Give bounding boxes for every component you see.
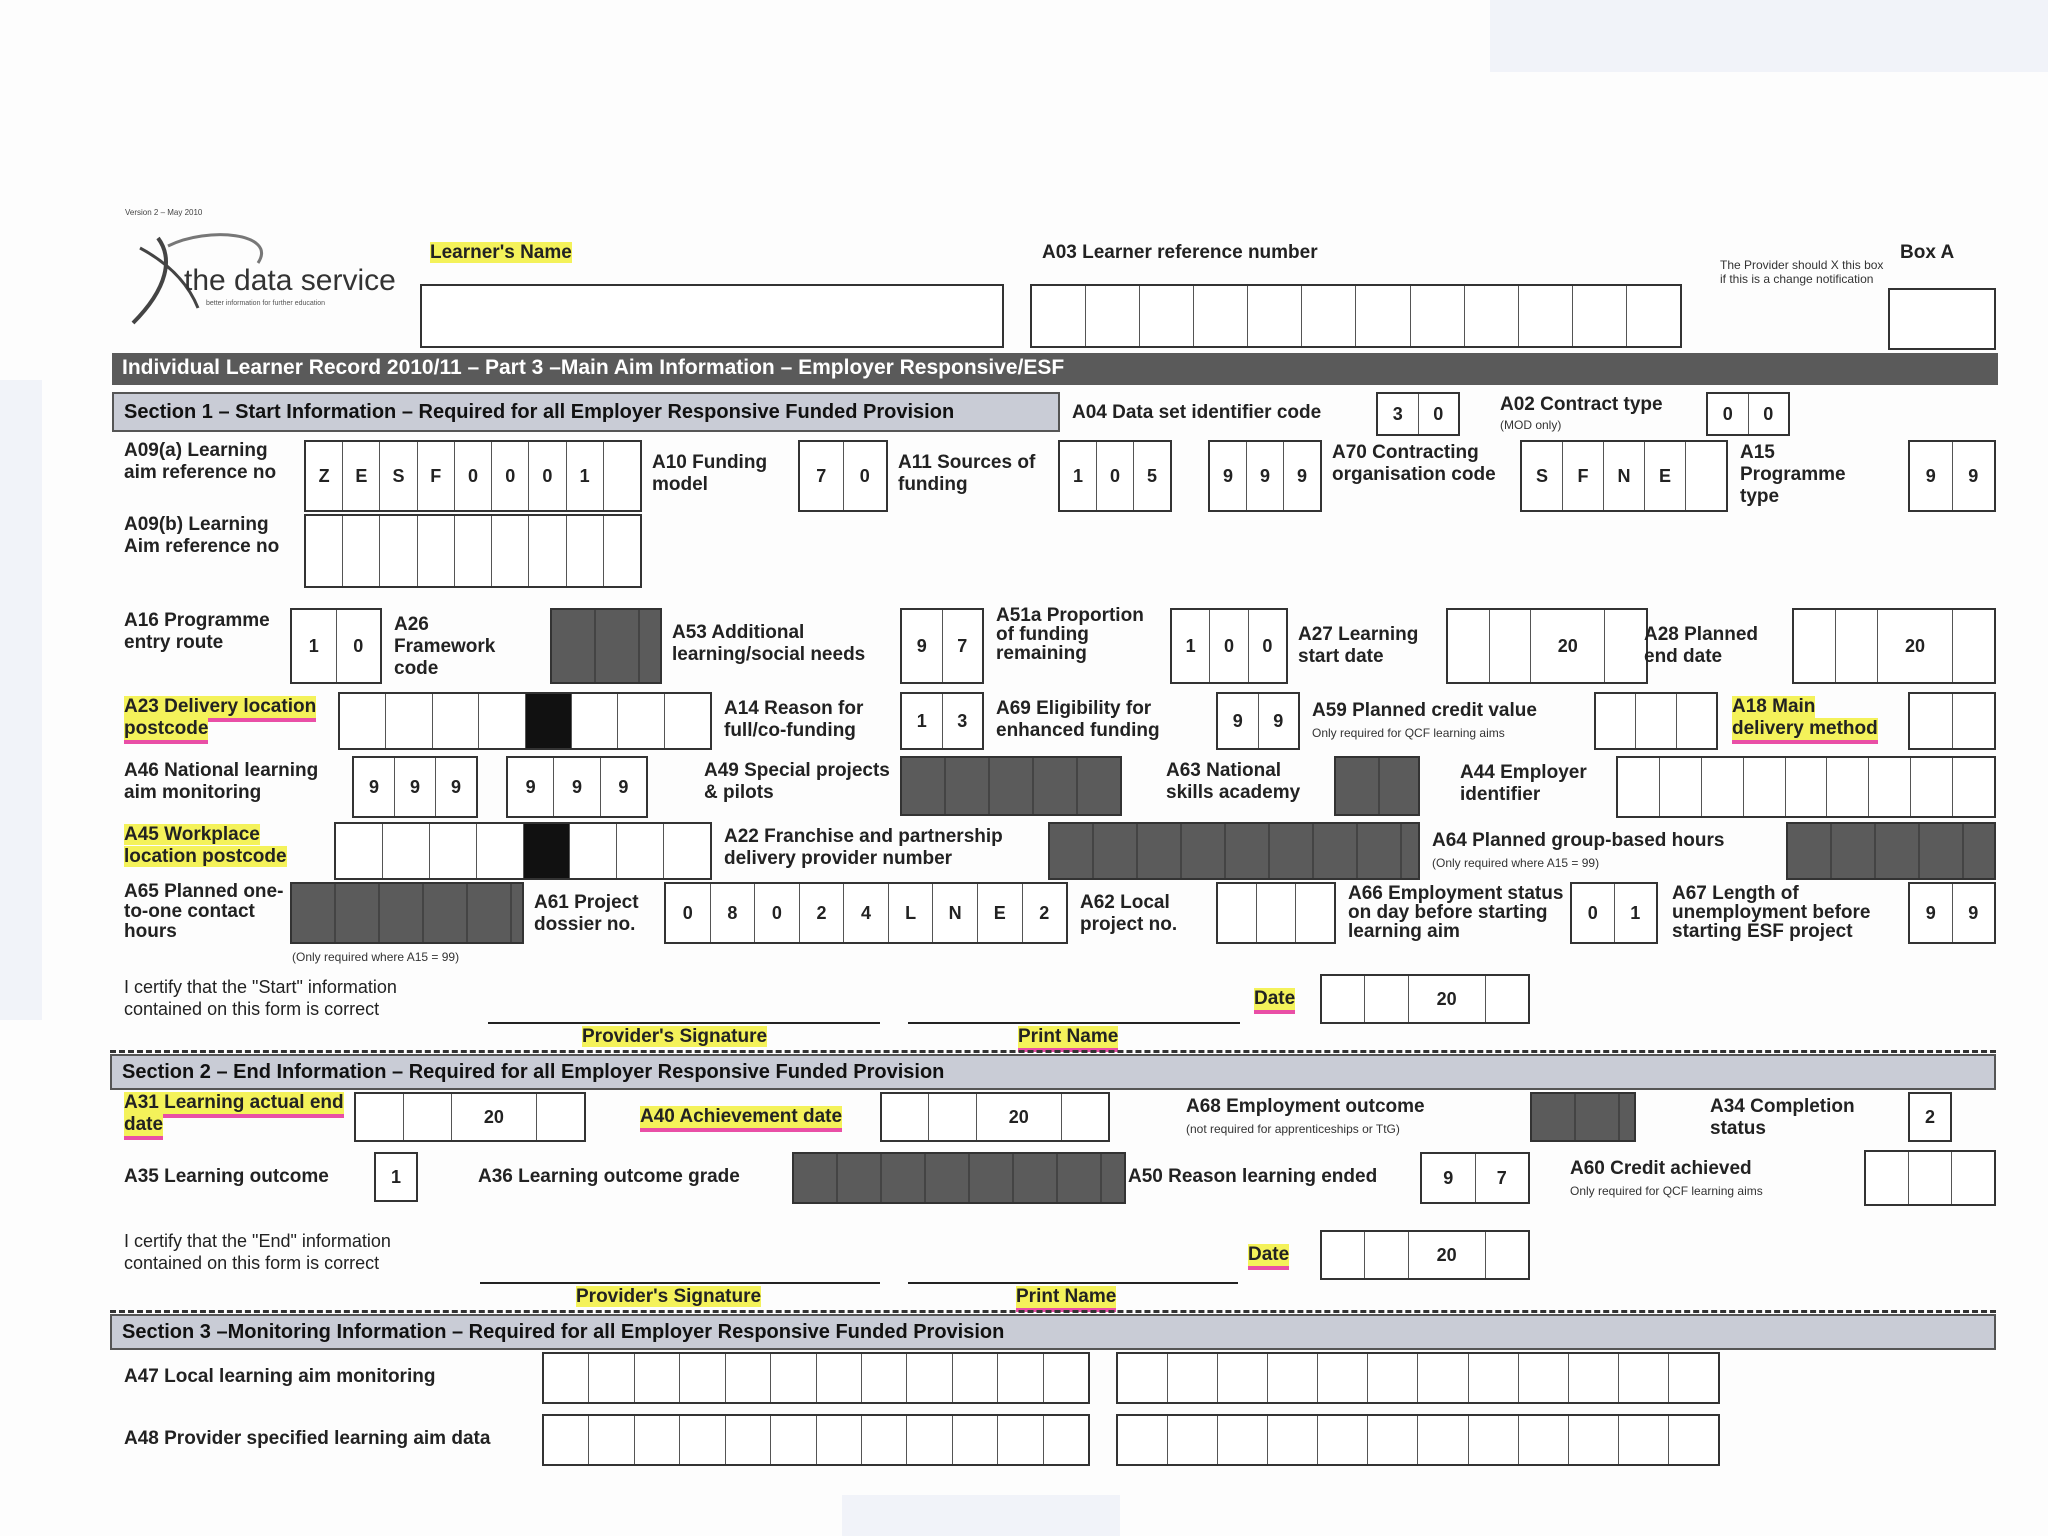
section2-title: Section 2 – End Information – Required for all Employer Responsive Funded Provision: [110, 1054, 1996, 1090]
a36-shaded-field: [792, 1152, 1126, 1204]
start-date-label: Date: [1254, 988, 1295, 1014]
a61-boxes[interactable]: 0 8 0 2 4 L N E 2: [664, 882, 1068, 944]
data-service-logo: [128, 228, 418, 328]
box-a-checkbox[interactable]: [1888, 288, 1996, 350]
a62-label: A62 Local project no.: [1080, 892, 1178, 935]
a14-boxes[interactable]: 1 3: [900, 692, 984, 750]
a09a-boxes[interactable]: Z E S F 0 0 0 1: [304, 440, 642, 512]
a04-boxes[interactable]: 3 0: [1376, 392, 1460, 436]
a69-label: A69 Eligibility for enhanced funding: [996, 698, 1160, 741]
a14-label: A14 Reason for full/co-funding: [724, 698, 864, 741]
a47-boxes-2[interactable]: [1116, 1352, 1720, 1404]
a02-note: (MOD only): [1500, 418, 1562, 432]
a31-date-boxes[interactable]: 20: [354, 1092, 586, 1142]
a10-boxes[interactable]: 7 0: [798, 440, 888, 512]
learner-ref-label: A03 Learner reference number: [1042, 242, 1318, 263]
a16-label: A16 Programme entry route: [124, 610, 270, 653]
a68-label: A68 Employment outcome: [1186, 1096, 1425, 1117]
a40-label: A40 Achievement date: [640, 1106, 842, 1132]
a45-postcode-boxes[interactable]: [334, 822, 712, 880]
a53-boxes[interactable]: 9 7: [900, 608, 984, 684]
end-signature-label: Provider's Signature: [576, 1286, 762, 1307]
a60-boxes[interactable]: [1864, 1150, 1996, 1206]
a47-label: A47 Local learning aim monitoring: [124, 1366, 436, 1387]
a63-shaded-field: [1334, 756, 1420, 816]
a22-shaded-field: [1048, 822, 1420, 880]
a49-label: A49 Special projects & pilots: [704, 760, 890, 803]
change-notification-note: The Provider should X this box if this is a change notification: [1720, 258, 1884, 286]
a34-label: A34 Completion status: [1710, 1096, 1855, 1139]
a09b-boxes[interactable]: [304, 514, 642, 588]
a02-boxes[interactable]: 0 0: [1706, 392, 1790, 436]
logo-tagline: better information for further education: [206, 300, 326, 307]
a59-boxes[interactable]: [1594, 692, 1718, 750]
start-date-boxes[interactable]: 20: [1320, 974, 1530, 1024]
form-title-bar: Individual Learner Record 2010/11 – Part 3 –Main Aim Information – Employer Responsive/ESF: [112, 353, 1998, 385]
a51a-boxes[interactable]: 1 0 0: [1170, 608, 1288, 684]
section1-title: Section 1 – Start Information – Required for all Employer Responsive Funded Provision: [112, 392, 1060, 432]
a70-label: A70 Contracting organisation code: [1332, 442, 1496, 485]
section3-title: Section 3 –Monitoring Information – Required for all Employer Responsive Funded Provision: [110, 1314, 1996, 1350]
a46-boxes-1[interactable]: 9 9 9: [352, 756, 478, 818]
a02-label: A02 Contract type: [1500, 394, 1663, 415]
start-print-name-line[interactable]: [908, 1022, 1240, 1024]
a59-note: Only required for QCF learning aims: [1312, 726, 1505, 740]
a53-label: A53 Additional learning/social needs: [672, 622, 866, 665]
learner-name-field[interactable]: [420, 284, 1004, 348]
a31-label: A31 Learning actual end date: [124, 1092, 344, 1140]
a26-label: A26 Framework code: [394, 614, 496, 679]
logo-text: the data service: [184, 264, 396, 297]
start-signature-label: Provider's Signature: [582, 1026, 768, 1047]
section1-divider: [110, 1050, 1996, 1053]
a15-label: A15 Programme type: [1740, 442, 1846, 507]
a28-label: A28 Planned end date: [1644, 624, 1759, 667]
a48-label: A48 Provider specified learning aim data: [124, 1428, 491, 1449]
learner-name-label: Learner's Name: [430, 242, 572, 263]
a35-label: A35 Learning outcome: [124, 1166, 329, 1187]
a50-boxes[interactable]: 9 7: [1420, 1152, 1530, 1204]
start-certify-text: I certify that the "Start" information contained on this form is correct: [124, 977, 397, 1019]
end-signature-line[interactable]: [480, 1282, 880, 1284]
a11-boxes-1[interactable]: 1 0 5: [1058, 440, 1172, 512]
a18-boxes[interactable]: [1908, 692, 1996, 750]
a34-box[interactable]: 2: [1908, 1092, 1952, 1142]
a47-boxes-1[interactable]: [542, 1352, 1090, 1404]
a59-label: A59 Planned credit value: [1312, 700, 1537, 721]
box-a-label: Box A: [1900, 242, 1955, 263]
a27-label: A27 Learning start date: [1298, 624, 1419, 667]
a62-boxes[interactable]: [1216, 882, 1336, 944]
a09b-label: A09(b) Learning Aim reference no: [124, 514, 280, 557]
a45-label: A45 Workplace location postcode: [124, 824, 287, 867]
a60-label: A60 Credit achieved: [1570, 1158, 1752, 1179]
a64-shaded-field: [1786, 822, 1996, 880]
section2-divider: [110, 1310, 1996, 1313]
a09a-label: A09(a) Learning aim reference no: [124, 440, 277, 483]
a65-note: (Only required where A15 = 99): [292, 950, 460, 964]
a11-boxes-2[interactable]: 9 9 9: [1208, 440, 1322, 512]
version-note: Version 2 – May 2010: [125, 208, 203, 217]
a61-label: A61 Project dossier no.: [534, 892, 639, 935]
a16-boxes[interactable]: 1 0: [290, 608, 382, 684]
a15-boxes[interactable]: 9 9: [1908, 440, 1996, 512]
a44-label: A44 Employer identifier: [1460, 762, 1587, 805]
a46-boxes-2[interactable]: 9 9 9: [506, 756, 648, 818]
learner-ref-boxes[interactable]: [1030, 284, 1682, 348]
a40-date-boxes[interactable]: 20: [880, 1092, 1110, 1142]
a44-boxes[interactable]: [1616, 756, 1996, 818]
a70-boxes[interactable]: S F N E: [1520, 440, 1728, 512]
end-date-boxes[interactable]: 20: [1320, 1230, 1530, 1280]
end-print-name-label: Print Name: [1016, 1286, 1116, 1312]
a49-shaded-field: [900, 756, 1122, 816]
a27-date-boxes[interactable]: 20: [1446, 608, 1648, 684]
a67-label: A67 Length of unemployment before starting ESF project: [1672, 883, 1871, 942]
a51a-label: A51a Proportion of funding remaining: [996, 605, 1144, 664]
a69-boxes[interactable]: 9 9: [1216, 692, 1300, 750]
a35-box[interactable]: 1: [374, 1152, 418, 1202]
a36-label: A36 Learning outcome grade: [478, 1166, 740, 1187]
a50-label: A50 Reason learning ended: [1128, 1166, 1378, 1187]
a65-label: A65 Planned one-to-one contact hours: [124, 881, 284, 942]
a66-label: A66 Employment status on day before starting learning aim: [1348, 883, 1564, 942]
end-certify-text: I certify that the "End" information contained on this form is correct: [124, 1231, 391, 1273]
a23-postcode-boxes[interactable]: [338, 692, 712, 750]
a04-label: A04 Data set identifier code: [1072, 402, 1322, 423]
a63-label: A63 National skills academy: [1166, 760, 1301, 803]
a68-shaded-field: [1530, 1092, 1636, 1142]
end-print-name-line[interactable]: [908, 1282, 1238, 1284]
a23-label: A23 Delivery location postcode: [124, 696, 316, 744]
a18-label: A18 Main delivery method: [1732, 696, 1878, 744]
a26-shaded-field: [550, 608, 662, 684]
a48-boxes-1[interactable]: [542, 1414, 1090, 1466]
a11-label: A11 Sources of funding: [898, 452, 1036, 495]
a68-note: (not required for apprenticeships or TtG): [1186, 1122, 1400, 1136]
a64-label: A64 Planned group-based hours: [1432, 830, 1725, 851]
a22-label: A22 Franchise and partnership delivery provider number: [724, 826, 1003, 869]
start-print-name-label: Print Name: [1018, 1026, 1118, 1052]
a28-date-boxes[interactable]: 20: [1792, 608, 1996, 684]
a66-boxes[interactable]: 0 1: [1570, 882, 1658, 944]
end-date-label: Date: [1248, 1244, 1289, 1270]
a67-boxes[interactable]: 9 9: [1908, 882, 1996, 944]
a46-label: A46 National learning aim monitoring: [124, 760, 319, 803]
start-signature-line[interactable]: [488, 1022, 880, 1024]
a10-label: A10 Funding model: [652, 452, 768, 495]
a64-note: (Only required where A15 = 99): [1432, 856, 1600, 870]
a48-boxes-2[interactable]: [1116, 1414, 1720, 1466]
a65-shaded-field: [290, 882, 524, 944]
a60-note: Only required for QCF learning aims: [1570, 1184, 1763, 1198]
